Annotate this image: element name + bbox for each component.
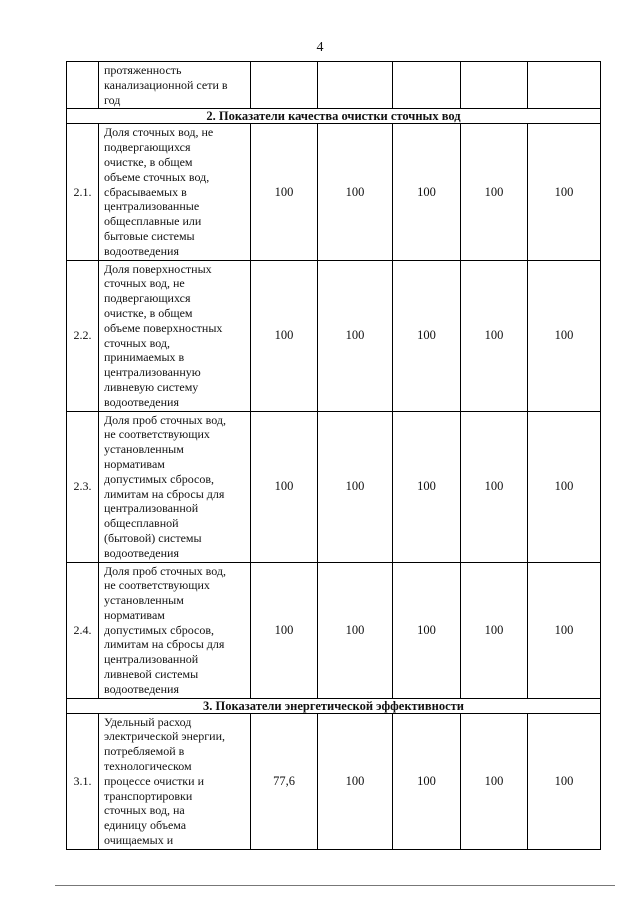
description-line: допустимых сбросов, — [104, 622, 215, 637]
description-line: очистке, в общем — [104, 305, 193, 320]
indicator-value — [528, 62, 601, 109]
description-line: Удельный расход — [104, 714, 192, 729]
indicator-value: 100 — [393, 411, 461, 562]
description-line: сточных вод, — [104, 335, 170, 350]
indicator-value: 100 — [528, 713, 601, 849]
indicator-value — [461, 62, 528, 109]
section-header-row — [67, 698, 601, 713]
page-number: 4 — [316, 40, 324, 55]
indicator-value — [251, 62, 318, 109]
table-row — [67, 124, 601, 260]
description-line: нормативам — [104, 607, 165, 622]
description-line: централизованной — [104, 501, 199, 516]
indicator-value: 100 — [528, 260, 601, 411]
indicator-value: 100 — [318, 411, 393, 562]
description-line: централизованную — [104, 365, 201, 380]
indicator-value: 100 — [318, 124, 393, 260]
row-number — [67, 62, 99, 109]
indicator-value: 100 — [393, 713, 461, 849]
description-line: лимитам на сбросы для — [104, 486, 225, 501]
description-line: установленным — [104, 593, 184, 608]
indicator-value: 100 — [461, 124, 528, 260]
description-line: общесплавные или — [104, 214, 202, 229]
description-line: Доля поверхностных — [104, 261, 212, 276]
description-line: централизованные — [104, 199, 200, 214]
description-line: подвергающихся — [104, 291, 191, 306]
description-line: протяженность — [104, 63, 182, 77]
indicator-value: 100 — [461, 713, 528, 849]
description-line: сточных вод, на — [104, 803, 185, 818]
indicator-value: 100 — [251, 260, 318, 411]
indicator-value: 100 — [461, 562, 528, 698]
indicator-value: 100 — [528, 562, 601, 698]
table-row — [67, 260, 601, 411]
description-line: сбрасываемых в — [104, 184, 187, 199]
indicator-value: 100 — [393, 124, 461, 260]
indicator-value: 100 — [528, 124, 601, 260]
description-line: водоотведения — [104, 243, 179, 258]
indicator-value: 100 — [393, 562, 461, 698]
indicator-description — [99, 562, 251, 698]
row-number: 2.3. — [67, 411, 99, 562]
description-line: единицу объема — [104, 818, 187, 833]
description-line: водоотведения — [104, 545, 179, 560]
indicator-description — [99, 62, 251, 109]
description-line: канализационной сети в — [104, 77, 228, 92]
description-line: допустимых сбросов, — [104, 471, 215, 486]
description-line: очистке, в общем — [104, 154, 193, 169]
description-line: Доля проб сточных вод, — [104, 563, 227, 578]
description-line: нормативам — [104, 456, 165, 471]
description-line: лимитам на сбросы для — [104, 637, 225, 652]
indicator-value: 100 — [318, 562, 393, 698]
description-line: водоотведения — [104, 394, 179, 409]
table-row — [67, 411, 601, 562]
indicators-table — [66, 61, 601, 850]
description-line: водоотведения — [104, 681, 179, 696]
indicator-description — [99, 260, 251, 411]
section-title: 2. Показатели качества очистки сточных вод — [67, 109, 601, 124]
section-header-row — [67, 109, 601, 124]
description-line: объеме поверхностных — [104, 320, 223, 335]
description-line: принимаемых в — [104, 350, 185, 365]
description-line: ливневой системы — [104, 667, 199, 682]
description-line: ливневую систему — [104, 379, 199, 394]
row-number: 2.2. — [67, 260, 99, 411]
description-line: Доля проб сточных вод, — [104, 412, 227, 427]
description-line: потребляемой в — [104, 744, 185, 759]
page-bottom-rule — [55, 885, 615, 886]
description-line: процессе очистки и — [104, 773, 204, 788]
description-line: очищаемых и — [104, 833, 174, 848]
description-line: год — [104, 92, 121, 107]
indicator-value: 100 — [461, 260, 528, 411]
description-line: Доля сточных вод, не — [104, 125, 214, 140]
indicator-description — [99, 124, 251, 260]
table-row — [67, 562, 601, 698]
indicator-value: 100 — [461, 411, 528, 562]
description-line: подвергающихся — [104, 140, 191, 155]
indicator-value: 77,6 — [251, 713, 318, 849]
description-line: транспортировки — [104, 788, 193, 803]
table-row — [67, 62, 601, 109]
description-line: централизованной — [104, 652, 199, 667]
indicator-description — [99, 411, 251, 562]
indicator-value: 100 — [318, 260, 393, 411]
indicator-description — [99, 713, 251, 849]
description-line: установленным — [104, 442, 184, 457]
table-row — [67, 713, 601, 849]
indicator-value: 100 — [251, 124, 318, 260]
indicator-value: 100 — [251, 562, 318, 698]
indicator-value — [393, 62, 461, 109]
indicator-value: 100 — [251, 411, 318, 562]
description-line: не соответствующих — [104, 427, 210, 442]
row-number: 2.1. — [67, 124, 99, 260]
description-line: (бытовой) системы — [104, 530, 202, 545]
indicator-value: 100 — [528, 411, 601, 562]
description-line: сточных вод, не — [104, 276, 185, 291]
indicator-value — [318, 62, 393, 109]
row-number: 2.4. — [67, 562, 99, 698]
description-line: объеме сточных вод, — [104, 169, 210, 184]
indicator-value: 100 — [393, 260, 461, 411]
row-number: 3.1. — [67, 713, 99, 849]
description-line: общесплавной — [104, 516, 179, 531]
description-line: электрической энергии, — [104, 729, 226, 744]
description-line: технологическом — [104, 759, 192, 774]
section-title: 3. Показатели энергетической эффективности — [67, 698, 601, 713]
description-line: бытовые системы — [104, 228, 195, 243]
indicator-value: 100 — [318, 713, 393, 849]
description-line: не соответствующих — [104, 578, 210, 593]
